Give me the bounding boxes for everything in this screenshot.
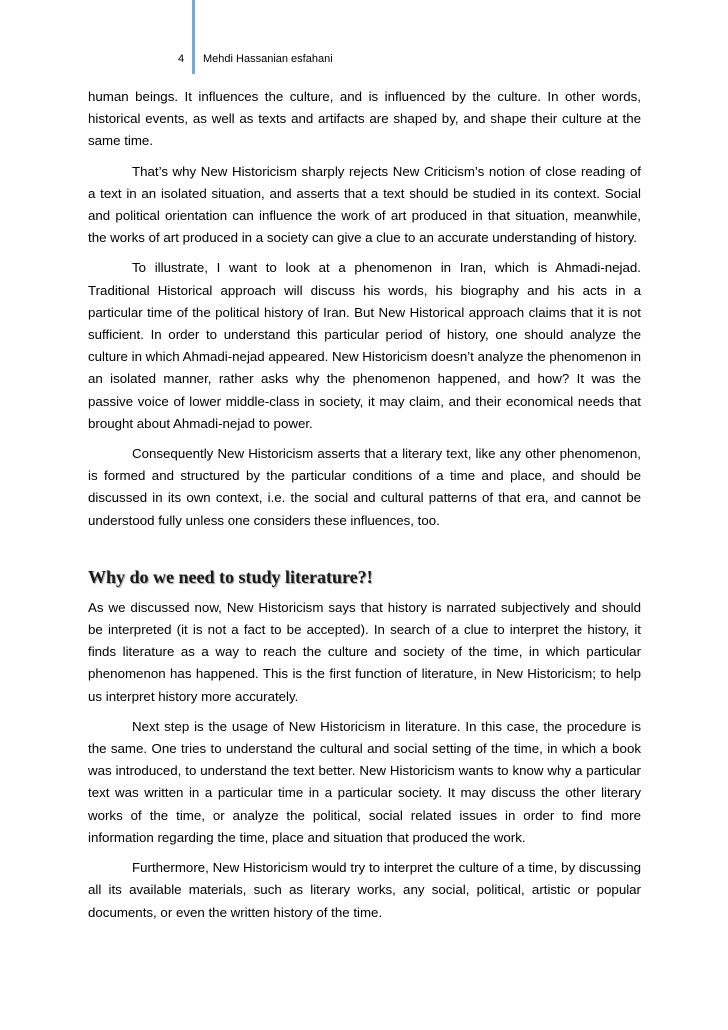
header-author: Mehdi Hassanian esfahani <box>203 53 333 65</box>
page-body <box>88 86 641 932</box>
header-divider <box>192 0 195 74</box>
paragraph-5: As we discussed now, New Historicism says that history is narrated subjectively and should be interpreted (it is not a fact to be accepted). In search of a clue to interpret the history, it finds literature as a way to reach the culture and society of the time, in which particular phenomenon has happened. This is the first function of literature, in New Historicism; to help us interpret history more accurately. <box>88 599 641 704</box>
paragraph-6: Next step is the usage of New Historicism in literature. In this case, the procedure is the same. One tries to understand the cultural and social setting of the time, in which a book was introduced, to understand the text better. New Historicism wants to know why a particular text was written in a particular time in a particular society. It may discuss the other literary works of the time, or analyze the political, social related issues in order to find more information regarding the time, place and situation that produced the work. <box>88 718 641 845</box>
paragraph-3: To illustrate, I want to look at a phenomenon in Iran, which is Ahmadi-nejad. Traditional Historical approach will discuss his words, his biography and his acts in a particular time of the political history of Iran. But New Historical approach claims that it is not sufficient. In order to understand this particular period of history, one should analyze the culture in which Ahmadi-nejad appeared. New Historicism doesn’t analyze the phenomenon in an isolated manner, rather asks why the phenomenon happened, and how? It was the passive voice of lower middle-class in society, it may claim, and their economical needs that brought about Ahmadi-nejad to power. <box>88 260 641 431</box>
paragraph-7: Furthermore, New Historicism would try to interpret the culture of a time, by discussing all its available materials, such as literary works, any social, political, artistic or popular documents, or even the written history of the time. <box>88 860 641 920</box>
paragraph-4: Consequently New Historicism asserts that a literary text, like any other phenomenon, is formed and structured by the particular conditions of a time and place, and should be discussed in its own context, i.e. the social and cultural patterns of that era, and cannot be understood fully unless one considers these influences, too. <box>88 446 641 528</box>
page-number: 4 <box>178 53 185 65</box>
section-heading: Why do we need to study literature?! <box>88 566 373 587</box>
paragraph-2: That’s why New Historicism sharply rejects New Criticism’s notion of close reading of a text in an isolated situation, and asserts that a text should be studied in its context. Social and political orientation can influence the work of art produced in that situation, meanwhile, the works of art produced in a society can give a clue to an accurate understanding of history. <box>88 163 641 246</box>
page-header <box>0 0 728 80</box>
paragraph-1: human beings. It influences the culture, and is influenced by the culture. In other words, historical events, as well as texts and artifacts are shaped by, and shape their culture at the same time. <box>88 89 641 149</box>
